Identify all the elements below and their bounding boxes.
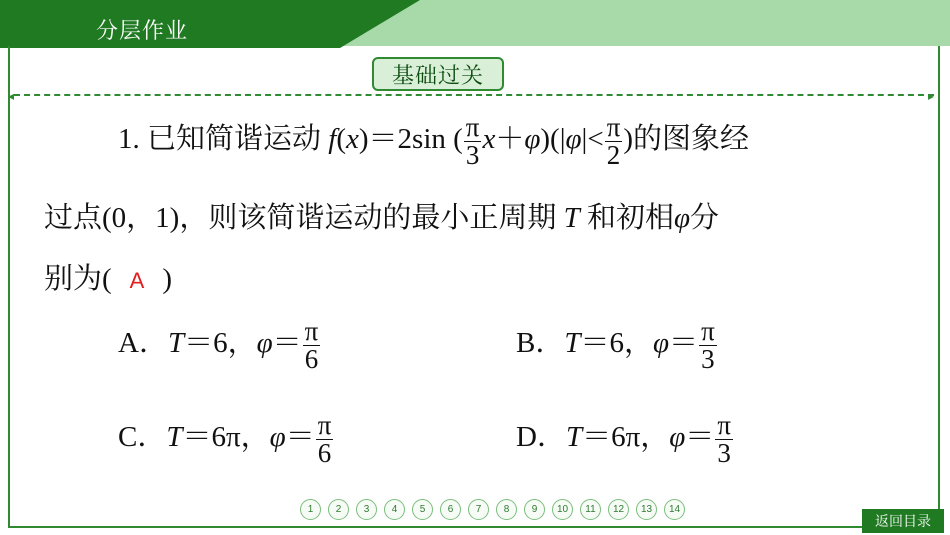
question-text: 1. 已知简谐运动 <box>118 123 329 156</box>
option-b[interactable]: B．T＝6，φ＝ $\frac{\pi}{3}$ <box>516 316 715 374</box>
page-nav-6[interactable]: 6 <box>440 499 461 520</box>
option-d[interactable]: D．T＝6π，φ＝ $\frac{\pi}{3}$ <box>516 410 731 468</box>
math-text: |< <box>581 123 604 156</box>
fraction-pi-3: $\frac{\pi}{3}$ <box>465 112 480 170</box>
page-nav-12[interactable]: 12 <box>608 499 629 520</box>
arrow-right-icon: ▸ <box>928 89 935 103</box>
arrow-left-icon: ◂ <box>8 89 15 103</box>
question-text: 过点(0，1)，则该简谐运动的最小正周期 <box>44 202 564 234</box>
question-text: 别为( <box>44 263 112 295</box>
question-text: )的图象经 <box>623 123 750 156</box>
question-text: 分 <box>690 202 720 234</box>
math-x: x <box>346 123 359 156</box>
page-nav-3[interactable]: 3 <box>356 499 377 520</box>
math-phi: φ <box>565 123 582 156</box>
option-a[interactable]: A．T＝6，φ＝ $\frac{\pi}{6}$ <box>118 316 319 374</box>
answer-mark: A <box>129 268 145 293</box>
page-nav-1[interactable]: 1 <box>300 499 321 520</box>
page-nav-8[interactable]: 8 <box>496 499 517 520</box>
page-nav-9[interactable]: 9 <box>524 499 545 520</box>
math-x: x <box>482 123 496 156</box>
page-title: 分层作业 <box>96 18 189 43</box>
page-nav-7[interactable]: 7 <box>468 499 489 520</box>
back-to-contents-button[interactable]: 返回目录 <box>862 509 944 533</box>
question-text: 和初相 <box>579 202 674 234</box>
page-nav-13[interactable]: 13 <box>636 499 657 520</box>
fraction: $\frac{\pi}{3}$ <box>717 410 731 468</box>
math-phi: φ <box>673 202 691 234</box>
page-navigation <box>300 499 685 520</box>
math-text: )＝2sin ( <box>358 123 463 156</box>
page-nav-14[interactable]: 14 <box>664 499 685 520</box>
page-nav-11[interactable]: 11 <box>580 499 601 520</box>
question-line-1: 1. 已知简谐运动 f(x)＝2sin ( $\frac{\pi}{3}$ x＋φ)(|φ|< $\frac{\pi}{2}$ )的图象经 <box>118 112 750 170</box>
section-badge: 基础过关 <box>372 57 504 91</box>
fraction: $\frac{\pi}{3}$ <box>701 316 715 374</box>
page-nav-4[interactable]: 4 <box>384 499 405 520</box>
fraction: $\frac{\pi}{6}$ <box>304 316 319 374</box>
question-text: ) <box>162 263 173 295</box>
fraction: $\frac{\pi}{6}$ <box>317 410 332 468</box>
dashed-divider <box>14 94 934 96</box>
math-phi: φ <box>524 123 541 156</box>
math-f: f <box>328 123 337 156</box>
question-line-3 <box>44 256 172 297</box>
option-c[interactable]: C．T＝6π，φ＝ $\frac{\pi}{6}$ <box>118 410 332 468</box>
math-plus: ＋ <box>495 123 525 156</box>
math-text: )(| <box>540 123 566 156</box>
question-line-2 <box>44 195 719 236</box>
fraction-pi-2: $\frac{\pi}{2}$ <box>606 112 621 170</box>
page-nav-2[interactable]: 2 <box>328 499 349 520</box>
page-nav-10[interactable]: 10 <box>552 499 573 520</box>
math-T: T <box>563 202 580 234</box>
page-nav-5[interactable]: 5 <box>412 499 433 520</box>
